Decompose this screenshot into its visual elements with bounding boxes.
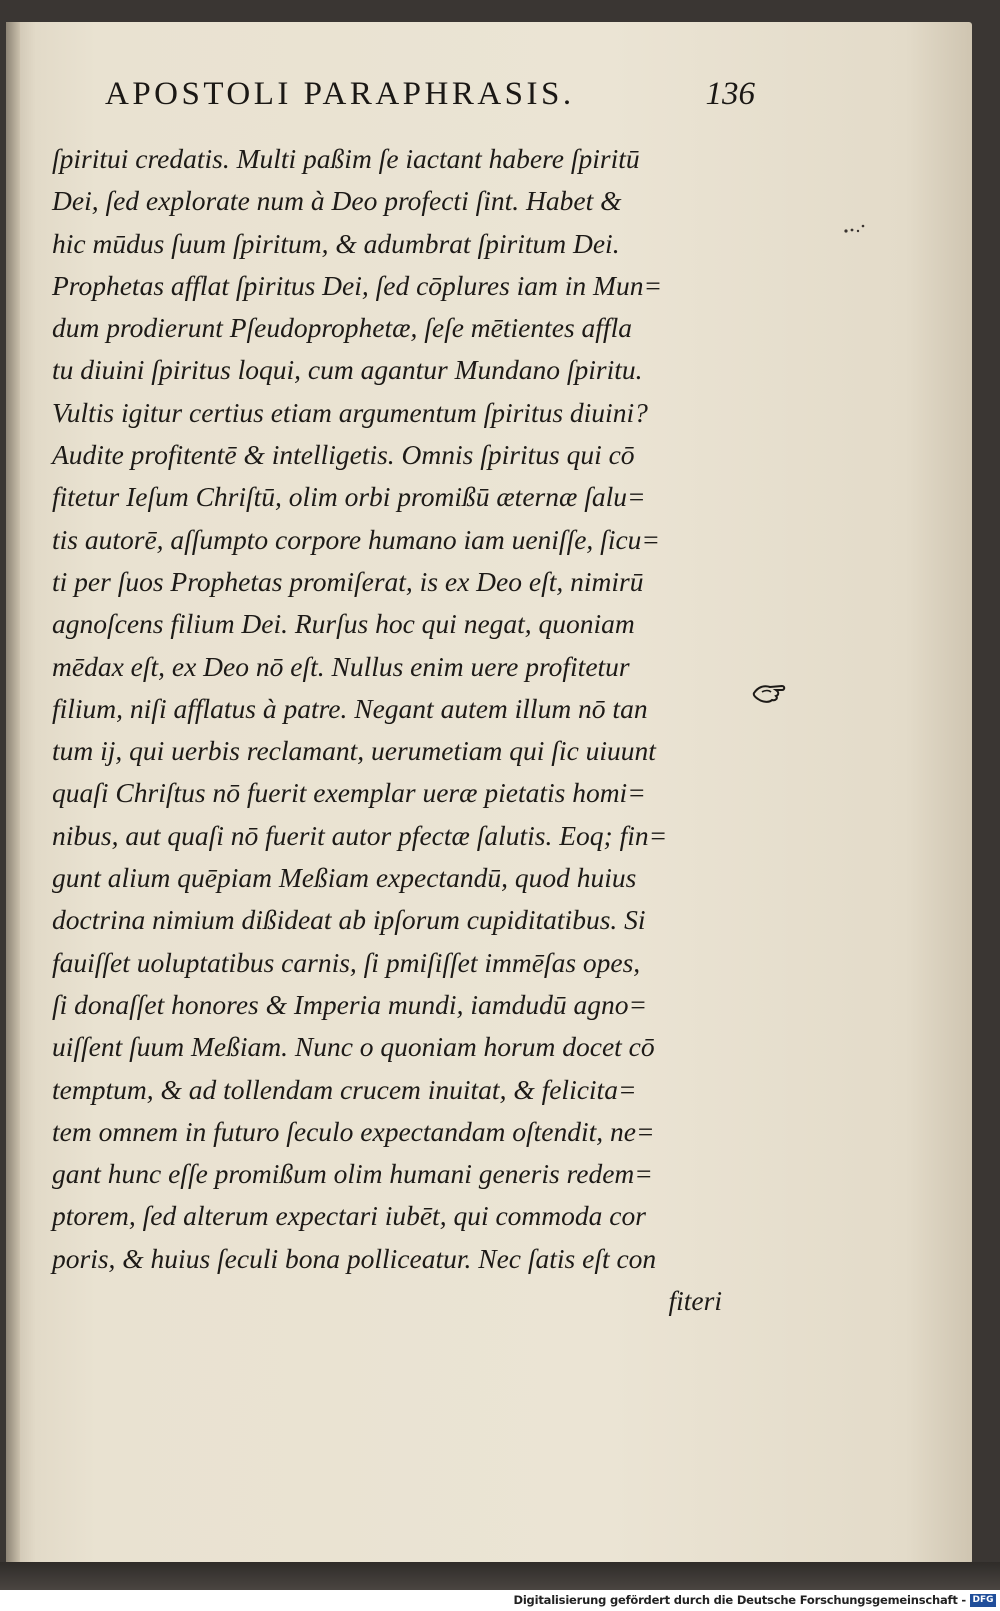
text-line: gunt alium quēpiam Meßiam expectandū, quod huius (52, 862, 637, 894)
text-line: poris, & huius ſeculi bona polliceatur. Nec ſatis eſt con (52, 1242, 657, 1274)
text-line: hic mūdus ſuum ſpiritum, & adumbrat ſpiritum Dei. (52, 227, 620, 259)
page-number: 136 (705, 76, 755, 112)
page-gutter (6, 22, 20, 1564)
text-line: filium, niſi afflatus à patre. Negant autem illum nō tan (52, 692, 648, 724)
text-line: ſpiritui credatis. Multi paßim ſe iactant habere ſpiritū (52, 143, 640, 174)
text-line: tem omnem in futuro ſeculo expectandam oſtendit, ne= (52, 1115, 655, 1147)
text-line: fitetur Ieſum Chriſtū, olim orbi promißū æternæ ſalu= (52, 481, 646, 513)
text-line: fauiſſet uoluptatibus carnis, ſi pmiſiſſet immēſas opes, (52, 946, 641, 978)
text-line: tu diuini ſpiritus loqui, cum agantur Mundano ſpiritu. (52, 354, 643, 386)
text-line: gant hunc eſſe promißum olim humani generis redem= (52, 1158, 653, 1190)
page-header (105, 76, 755, 124)
text-line: ti per ſuos Prophetas promiſerat, is ex Deo eſt, nimirū (52, 565, 644, 597)
pointing-hand-icon (752, 681, 786, 705)
text-line: quaſi Chriſtus nō fuerit exemplar ueræ pietatis homi= (52, 777, 646, 809)
running-head: APOSTOLI PARAPHRASIS. (105, 76, 575, 112)
text-line: ſi donaſſet honores & Imperia mundi, iamdudū agno= (52, 988, 648, 1020)
dfg-logo: DFG (970, 1594, 996, 1607)
text-line: tis autorē, aſſumpto corpore humano iam ueniſſe, ſicu= (52, 523, 660, 555)
text-line: Vultis igitur certius etiam argumentum ſpiritus diuini? (52, 396, 648, 428)
ink-dots-icon (842, 222, 866, 236)
text-line: uiſſent ſuum Meßiam. Nunc o quoniam horum docet cō (52, 1031, 655, 1063)
body-text (52, 138, 752, 1322)
catchword: fiteri (668, 1285, 722, 1317)
text-line: temptum, & ad tollendam crucem inuitat, & felicita= (52, 1073, 637, 1105)
text-line: agnoſcens filium Dei. Rurſus hoc qui negat, quoniam (52, 608, 635, 640)
text-line: nibus, aut quaſi nō fuerit autor pfectæ ſalutis. Eoq; fin= (52, 819, 668, 851)
scan-bottom-edge (0, 1562, 1000, 1590)
text-line: tum ij, qui uerbis reclamant, uerumetiam qui ſic uiuunt (52, 735, 656, 767)
text-line: ptorem, ſed alterum expectari iubēt, qui commoda cor (52, 1200, 646, 1232)
text-line: Dei, ſed explorate num à Deo profecti ſint. Habet & (52, 185, 622, 217)
footer (0, 1591, 1000, 1611)
text-line: dum prodierunt Pſeudoprophetæ, ſeſe mētientes affla (52, 312, 632, 344)
text-line: doctrina nimium dißideat ab ipſorum cupiditatibus. Si (52, 904, 646, 936)
text-line: Audite profitentē & intelligetis. Omnis ſpiritus qui cō (52, 439, 635, 471)
text-line: Prophetas afflat ſpiritus Dei, ſed cōplures iam in Mun= (52, 269, 663, 301)
funding-credit: Digitalisierung gefördert durch die Deutsche Forschungsgemeinschaft - (513, 1593, 966, 1607)
text-line: mēdax eſt, ex Deo nō eſt. Nullus enim uere profitetur (52, 650, 630, 682)
